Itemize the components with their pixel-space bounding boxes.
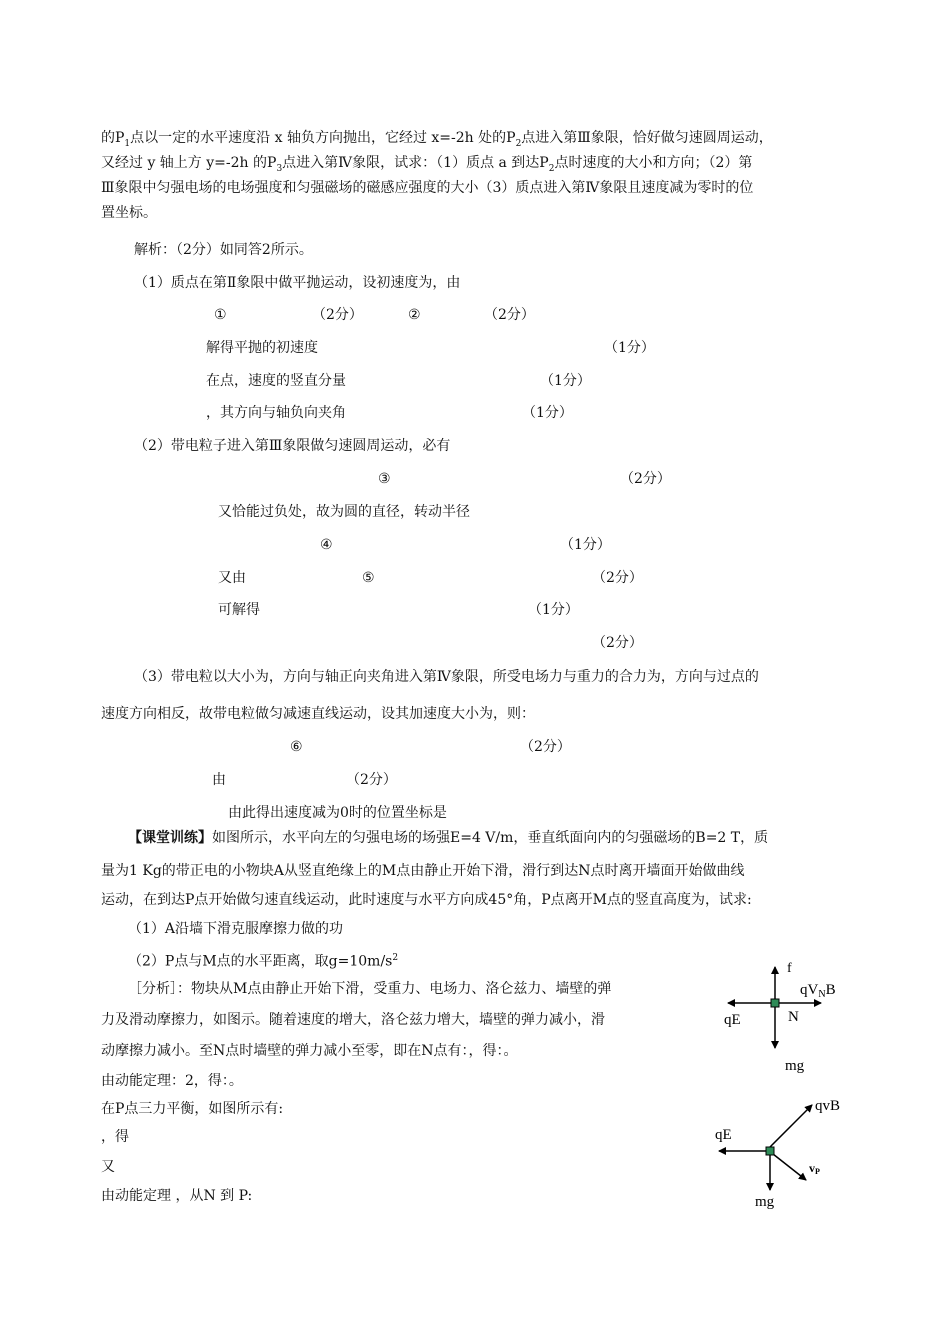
analysis-line-7: 又 <box>101 1159 115 1175</box>
label-f: f <box>787 961 792 976</box>
score-r1: （1分） <box>604 340 655 356</box>
label-qvnb: $qV_NB$ <box>800 982 836 1000</box>
analysis-line-4: 由动能定理：2，得：。 <box>101 1073 243 1089</box>
analysis-line-6: ，得 <box>101 1129 129 1145</box>
score-2: （2分） <box>484 307 535 323</box>
label-qe: qE <box>724 1012 741 1028</box>
result-line-1: 解得平抛的初速度 <box>206 340 318 356</box>
force-diagram-n <box>718 955 858 1080</box>
solution-part-3a: （3）带电粒以大小为，方向与轴正向夹角进入第Ⅳ象限，所受电场力与重力的合力为，方向与过点的 <box>134 669 759 685</box>
intro-line-1: 的$P_1$点以一定的水平速度沿 x 轴负方向抛出，它经过 x=-2h 处的$P_2$点进入第Ⅲ象限，恰好做匀速圆周运动， <box>101 130 773 149</box>
equation-marker-3: ③ <box>378 471 391 487</box>
practice-paragraph-2: 量为1 Kg的带正电的小物块A从竖直绝缘上的M点由静止开始下滑，滑行到达N点时离开墙面开始做曲线 <box>101 863 745 879</box>
label-qvb: qvB <box>815 1098 841 1114</box>
score-r2: （1分） <box>540 373 591 389</box>
label-mg: mg <box>785 1058 805 1074</box>
practice-tag: 【课堂训练】 <box>128 830 212 846</box>
solution-part-1: （1）质点在第Ⅱ象限中做平抛运动，设初速度为，由 <box>134 275 461 291</box>
solution-part-3b: 速度方向相反，故带电粒做匀减速直线运动，设其加速度大小为，则： <box>101 706 535 722</box>
label-vp: vP <box>809 1161 820 1176</box>
analysis-line-3: 动摩擦力减小。至N点时墙壁的弹力减小至零，即在N点有：，得：。 <box>101 1043 518 1059</box>
intro-line-4: 置坐标。 <box>101 205 157 221</box>
score-5: （2分） <box>592 570 643 586</box>
label-mg-p: mg <box>755 1194 775 1210</box>
lorentz-force-arrow-p <box>770 1105 812 1147</box>
practice-question-2: （2）P点与M点的水平距离，取$g=10m/s^2$ <box>128 953 399 970</box>
practice-question-1: （1）A沿墙下滑克服摩擦力做的功 <box>128 921 344 937</box>
analysis-line-5: 在P点三力平衡，如图所示有: <box>101 1101 284 1117</box>
result-line-4: 又恰能过负处，故为圆的直径，转动半径 <box>218 504 470 520</box>
score-4: （1分） <box>560 537 611 553</box>
analysis-line-2: 力及滑动摩擦力，如图示。随着速度的增大，洛仑兹力增大，墙壁的弹力减小，滑 <box>101 1012 605 1028</box>
block-square <box>771 999 779 1007</box>
label-qe-p: qE <box>715 1127 732 1143</box>
score-1: （2分） <box>312 307 363 323</box>
practice-paragraph-1: 【课堂训练】如图所示，水平向左的匀强电场的场强E=4 V/m，垂直纸面向内的匀强磁场的B=2 T，质 <box>128 830 769 846</box>
label-n: N <box>788 1009 799 1025</box>
result-line-3: ，其方向与轴负向夹角 <box>206 405 346 421</box>
result-line-2: 在点，速度的竖直分量 <box>206 373 346 389</box>
equation-marker-1: ① <box>214 307 227 323</box>
equation-marker-6: ⑥ <box>290 739 303 755</box>
equation-marker-4: ④ <box>320 537 333 553</box>
result-line-8: 由 <box>212 772 226 788</box>
result-line-9: 由此得出速度减为0时的位置坐标是 <box>228 805 447 821</box>
score-r8: （2分） <box>346 772 397 788</box>
practice-paragraph-3: 运动，在到达P点开始做匀速直线运动，此时速度与水平方向成45°角，P点离开M点的竖直高度为，试求: <box>101 892 752 908</box>
result-line-5: 又由 <box>218 570 246 586</box>
result-line-6: 可解得 <box>218 602 260 618</box>
equation-marker-2: ② <box>408 307 421 323</box>
score-r3: （1分） <box>522 405 573 421</box>
score-6: （2分） <box>520 739 571 755</box>
block-square-p <box>766 1147 774 1155</box>
score-r6: （1分） <box>528 602 579 618</box>
analysis-line-1: ［分析］：物块从M点由静止开始下滑，受重力、电场力、洛仑兹力、墙壁的弹 <box>128 981 612 997</box>
intro-line-2: 又经过 y 轴上方 y=-2h 的$P_3$点进入第Ⅳ象限，试求：（1）质点 a 到达$P_2$点时速度的大小和方向；（2）第 <box>101 155 753 174</box>
intro-line-3: Ⅲ象限中匀强电场的电场强度和匀强磁场的磁感应强度的大小（3）质点进入第Ⅳ象限且速度减为零时的位 <box>101 180 754 196</box>
score-r7: （2分） <box>592 635 643 651</box>
solution-part-2: （2）带电粒子进入第Ⅲ象限做匀速圆周运动，必有 <box>134 438 451 454</box>
force-diagram-p <box>705 1090 865 1215</box>
velocity-arrow-p <box>773 1154 806 1180</box>
score-3: （2分） <box>620 471 671 487</box>
equation-marker-5: ⑤ <box>362 570 375 586</box>
solution-title: 解析：（2分）如同答2所示。 <box>134 242 313 258</box>
analysis-line-8: 由动能定理 ，从N 到 P: <box>101 1188 253 1204</box>
